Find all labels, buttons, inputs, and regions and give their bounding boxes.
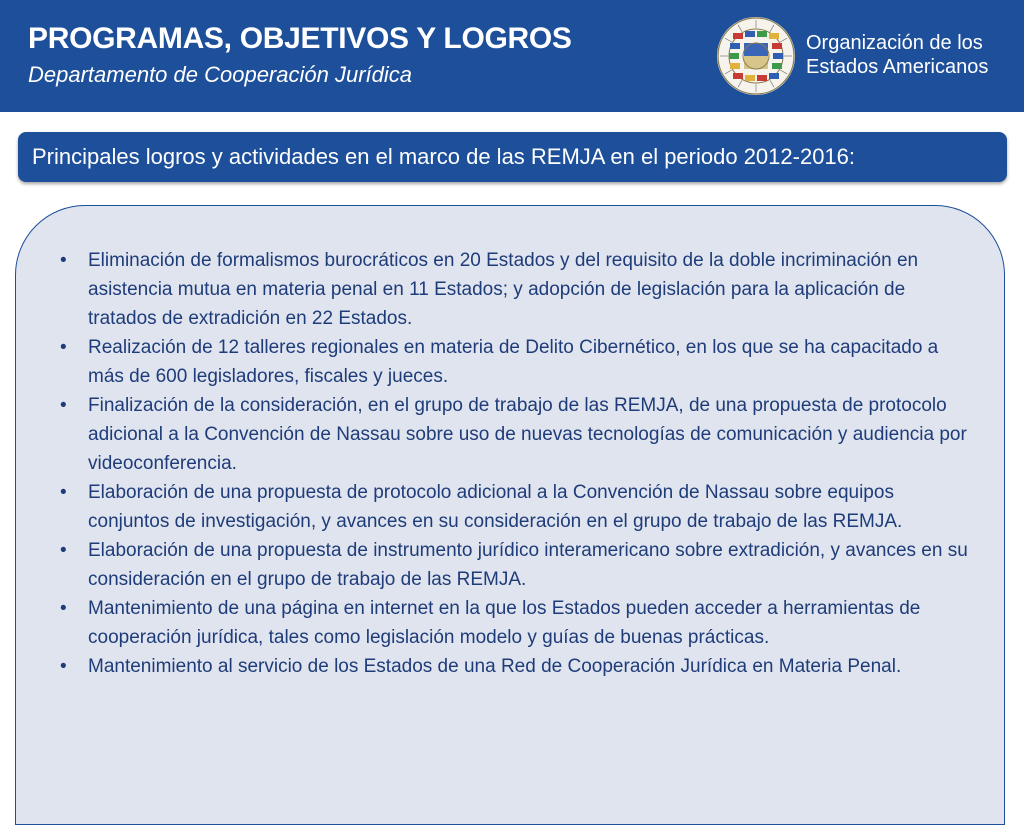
list-item: • Elaboración de una propuesta de instrumento jurídico interamericano sobre extradición, y avances en su consideración en el grupo de trabajo de las REMJA. [88,536,968,594]
list-item: • Realización de 12 talleres regionales en materia de Delito Cibernético, en los que se ha capacitado a más de 600 legisladores, fiscales y jueces. [88,333,968,391]
organization-name-line2: Estados Americanos [806,56,989,78]
oas-seal-icon [716,16,796,96]
section-header-bar [18,132,1007,182]
page-title: PROGRAMAS, OBJETIVOS Y LOGROS [28,22,572,55]
organization-name [806,31,988,79]
header-bar [0,0,1024,112]
achievements-list [88,246,968,681]
page-subtitle: Departamento de Cooperación Jurídica [28,62,413,87]
section-title: Principales logros y actividades en el marco de las REMJA en el periodo 2012-2016: [32,144,856,169]
list-item: • Mantenimiento de una página en internet en la que los Estados pueden acceder a herramientas de cooperación jurídica, tales como legislación modelo y guías de buenas prácticas. [88,594,968,652]
list-item: • Mantenimiento al servicio de los Estados de una Red de Cooperación Jurídica en Materia Penal. [88,652,968,681]
list-item: • Elaboración de una propuesta de protocolo adicional a la Convención de Nassau sobre equipos conjuntos de investigación, y avances en su consideración en el grupo de trabajo de las REMJA. [88,478,968,536]
list-item: • Eliminación de formalismos burocráticos en 20 Estados y del requisito de la doble incriminación en asistencia mutua en materia penal en 11 Estados; y adopción de legislación para la aplicación de tratados de extradición en 22 Estados. [88,246,968,333]
list-item: • Finalización de la consideración, en el grupo de trabajo de las REMJA, de una propuesta de protocolo adicional a la Convención de Nassau sobre uso de nuevas tecnologías de comunicación y audiencia por videoconferencia. [88,391,968,478]
organization-name-line1: Organización de los [806,32,983,54]
